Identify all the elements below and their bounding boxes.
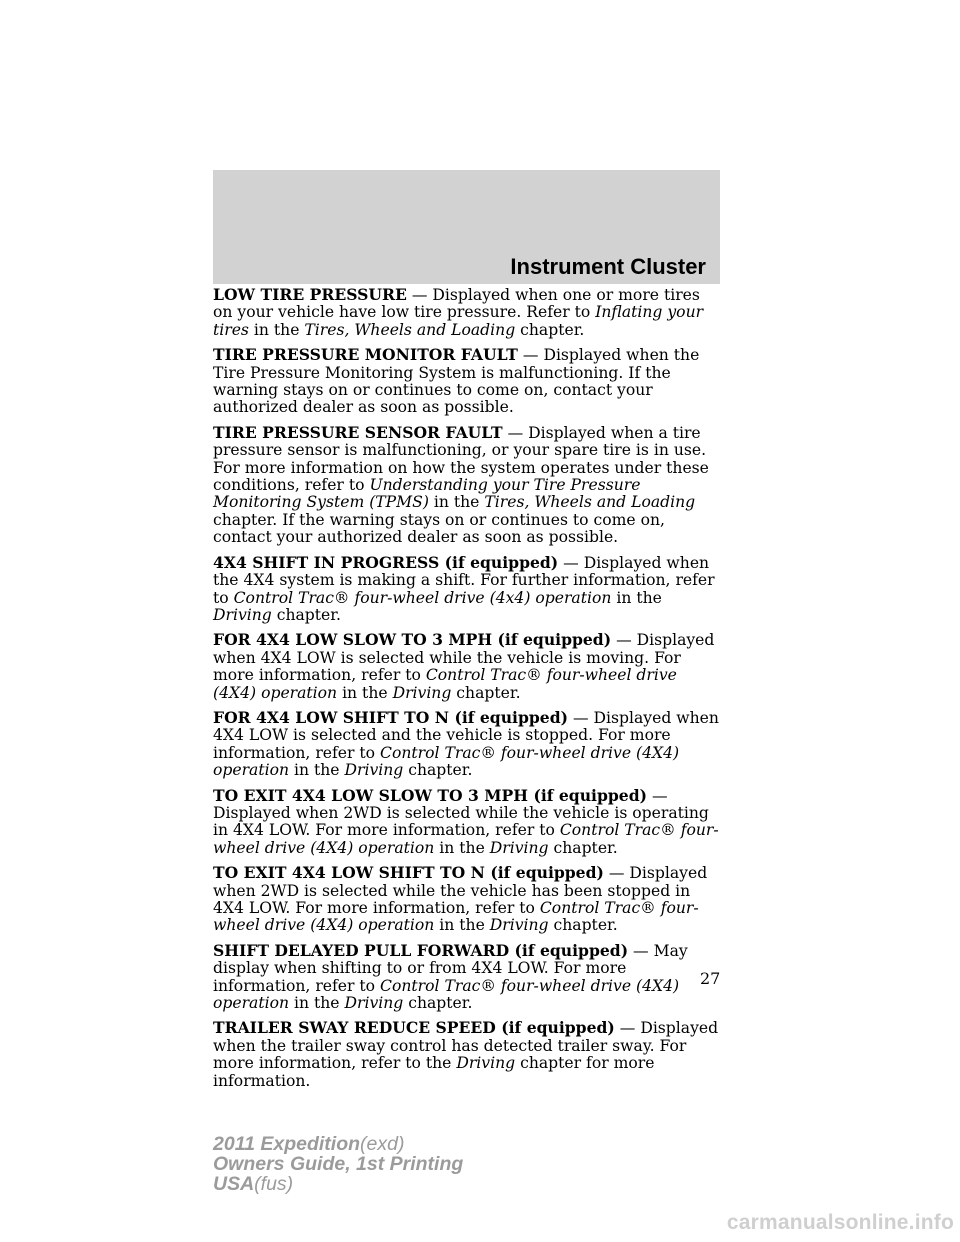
footer-market: USA	[213, 1173, 255, 1195]
message-text: — Displayed when the trailer sway control has detected trailer sway. For more information, refer to the	[213, 1019, 719, 1073]
message-text: chapter for more information.	[213, 1054, 655, 1090]
message-heading: FOR 4X4 LOW SLOW TO 3 MPH (if equipped)	[213, 630, 612, 650]
message-text: chapter.	[403, 994, 473, 1013]
message-text: — Displayed when 4X4 LOW is selected and the vehicle is stopped. For more information, refer to	[213, 708, 719, 762]
footer-line-market	[213, 1174, 463, 1194]
message-heading: TIRE PRESSURE SENSOR FAULT	[213, 422, 503, 442]
footer-line-model	[213, 1134, 463, 1154]
message-text: — Displayed when 2WD is selected while the vehicle is operating in 4X4 LOW. For more information, refer to	[213, 786, 709, 840]
message-text: — Displayed when the 4X4 system is making a shift. For further information, refer to	[213, 553, 715, 607]
message-text: in the	[434, 916, 490, 935]
chapter-reference: Tires, Wheels and Loading	[484, 493, 696, 512]
section-reference: Control Trac® four-wheel drive (4X4) operation	[213, 976, 680, 1013]
section-reference: Inflating your tires	[213, 303, 704, 339]
message-heading: FOR 4X4 LOW SHIFT TO N (if equipped)	[213, 707, 568, 727]
chapter-header-band	[213, 170, 720, 284]
message-text: — Displayed when the Tire Pressure Monitoring System is malfunctioning. If the warning stays on or continues to come on, contact your authorized dealer as soon as possible.	[213, 346, 700, 417]
print-footer	[213, 1134, 463, 1194]
message-entry	[213, 787, 720, 858]
message-text: in the	[289, 994, 345, 1013]
message-text: in the	[289, 761, 345, 780]
message-entry	[213, 1019, 720, 1090]
message-heading: SHIFT DELAYED PULL FORWARD (if equipped)	[213, 940, 629, 960]
chapter-reference: Driving	[344, 994, 404, 1013]
message-text: chapter.	[403, 761, 473, 780]
chapter-reference: Driving	[456, 1054, 516, 1073]
message-text: in the	[434, 838, 490, 857]
message-heading: TO EXIT 4X4 LOW SLOW TO 3 MPH (if equipped)	[213, 785, 647, 805]
message-entry	[213, 631, 720, 702]
chapter-reference: Driving	[489, 916, 549, 935]
section-reference: Control Trac® four-wheel drive (4X4) operation	[213, 666, 677, 702]
message-entry	[213, 554, 720, 625]
chapter-reference: Driving	[392, 683, 452, 702]
message-text: in the	[337, 683, 393, 702]
message-text: in the	[248, 320, 305, 339]
message-entry	[213, 286, 720, 339]
message-entry	[213, 346, 720, 417]
chapter-title: Instrument Cluster	[510, 254, 706, 279]
footer-model: 2011 Expedition	[213, 1133, 361, 1155]
message-heading: TIRE PRESSURE MONITOR FAULT	[213, 345, 518, 365]
message-text: in the	[428, 493, 485, 512]
section-reference: Control Trac® four-wheel drive (4X4) operation	[213, 743, 680, 780]
section-reference: Control Trac® four-wheel drive (4x4) operation	[233, 588, 612, 607]
footer-model-code: (exd)	[360, 1133, 405, 1155]
page-number: 27	[700, 969, 721, 988]
message-text: chapter. If the warning stays on or continues to come on, contact your authorized dealer as soon as possible.	[213, 510, 666, 547]
section-reference: Control Trac® four-wheel drive (4X4) operation	[213, 821, 719, 857]
message-text: — Displayed when 2WD is selected while the vehicle has been stopped in 4X4 LOW. For more information, refer to	[213, 864, 708, 917]
chapter-reference: Tires, Wheels and Loading	[304, 320, 516, 339]
section-reference: Understanding your Tire Pressure Monitoring System (TPMS)	[213, 476, 641, 512]
message-text: — May display when shifting to or from 4X4 LOW. For more information, refer to	[213, 941, 688, 995]
message-text: chapter.	[271, 605, 341, 624]
message-heading: LOW TIRE PRESSURE	[213, 285, 407, 304]
message-text: chapter.	[451, 683, 521, 702]
message-heading: TRAILER SWAY REDUCE SPEED (if equipped)	[213, 1018, 615, 1038]
message-text: — Displayed when a tire pressure sensor is malfunctioning, or your spare tire is in use. For more information on how the system operates under these conditions, refer to	[213, 423, 709, 495]
chapter-reference: Driving	[344, 761, 404, 780]
section-reference: Control Trac® four-wheel drive (4X4) operation	[213, 899, 699, 935]
footer-line-edition: Owners Guide, 1st Printing	[213, 1153, 464, 1175]
message-text: chapter.	[515, 320, 585, 339]
message-text: in the	[611, 588, 662, 607]
message-text: — Displayed when one or more tires on your vehicle have low tire pressure. Refer to	[213, 286, 700, 322]
chapter-reference: Driving	[489, 838, 549, 857]
message-text: chapter.	[548, 838, 618, 857]
footer-market-code: (fus)	[254, 1173, 294, 1195]
message-entry	[213, 942, 720, 1013]
message-heading: 4X4 SHIFT IN PROGRESS (if equipped)	[213, 552, 559, 572]
message-entry	[213, 709, 720, 780]
message-entry	[213, 424, 720, 547]
message-text: chapter.	[548, 916, 618, 935]
body-text	[213, 286, 720, 1097]
message-heading: TO EXIT 4X4 LOW SHIFT TO N (if equipped)	[213, 863, 604, 883]
site-watermark: carmanualsonline.info	[726, 1211, 954, 1234]
message-text: — Displayed when 4X4 LOW is selected while the vehicle is moving. For more information, refer to	[213, 631, 715, 685]
message-entry	[213, 864, 720, 935]
chapter-reference: Driving	[213, 605, 272, 624]
